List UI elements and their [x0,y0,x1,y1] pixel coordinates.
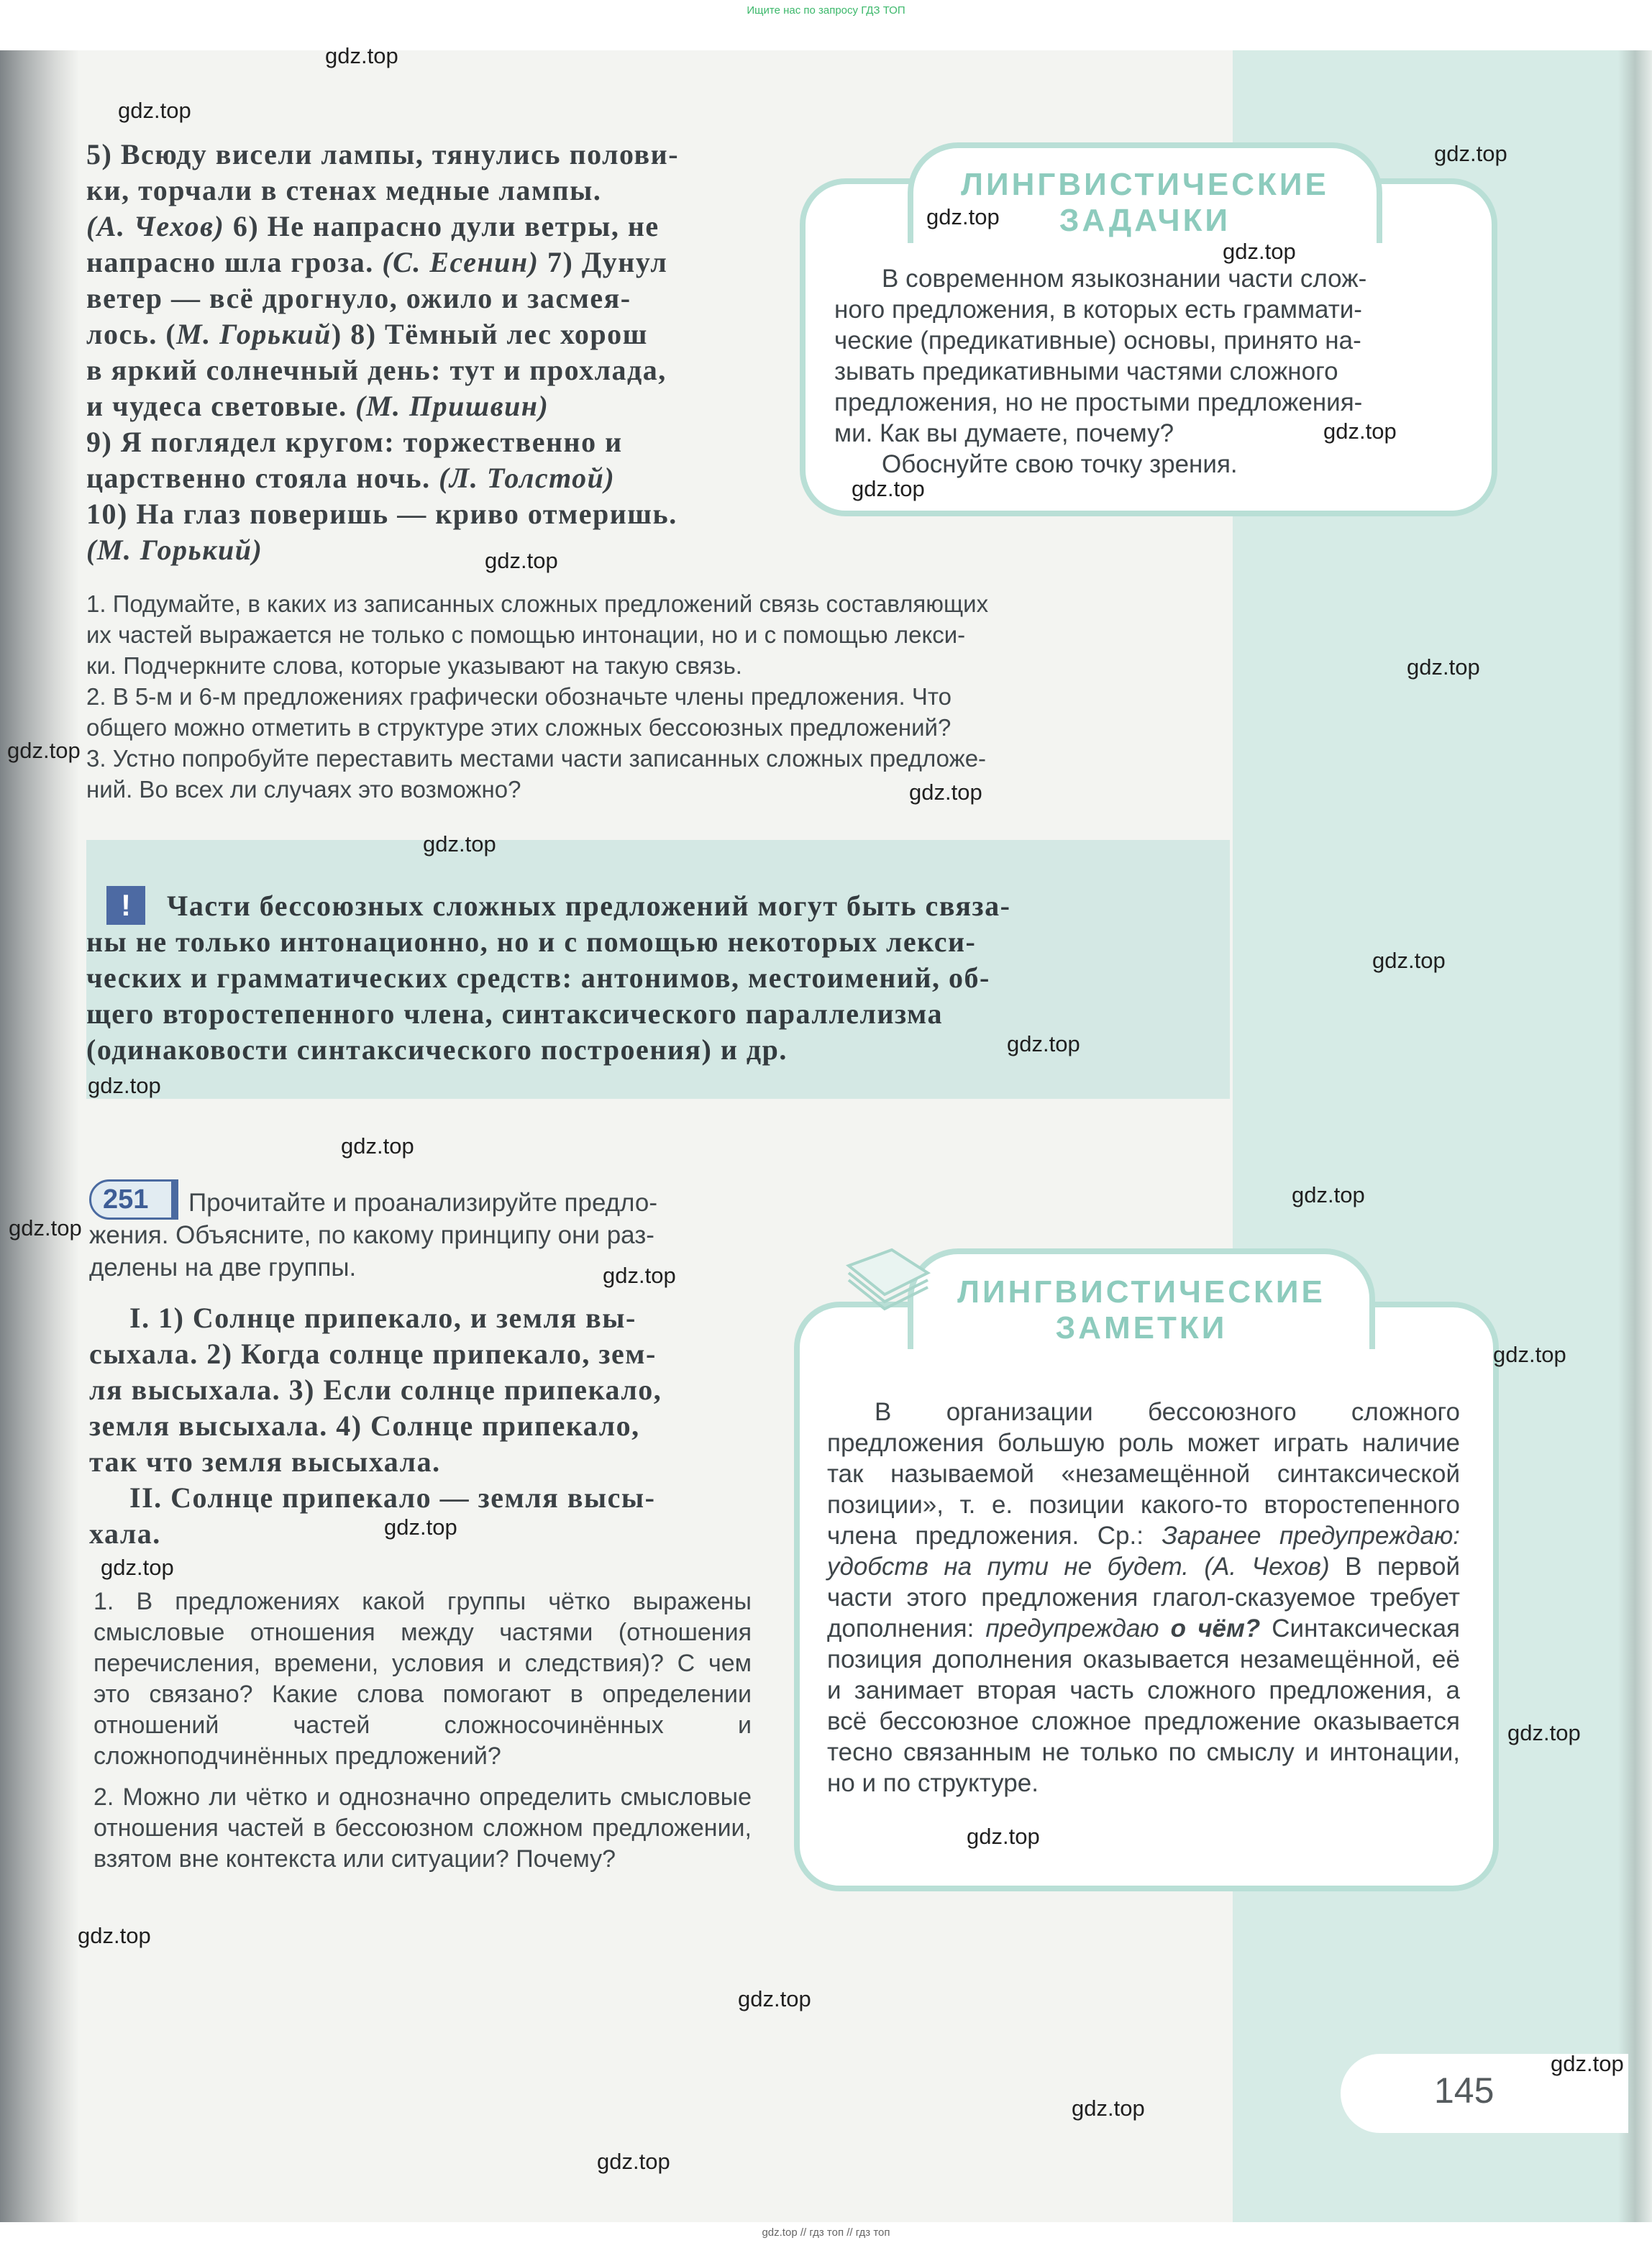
watermark: gdz.top [967,1824,1040,1849]
exercise-questions: 1. В предложениях какой группы чётко выражены смысловые отношения между частями (отношения перечисления, времени, условия и следствия)? С чем это связано? Какие слова помогают в определении отношений частей сложносочинённых и сложноподчинённых предложений? 2. Можно ли чётко и однозначно определить смысловые отношения частей в бессоюзном сложном предложении, взятом вне контекста или ситуации? Почему? [93,1588,752,1873]
page-number: 145 [1434,2070,1494,2111]
watermark: gdz.top [384,1515,457,1540]
text-line: 10) На глаз поверишь — криво отмеришь. [86,498,677,530]
text-line: (М. Горький) [86,534,263,566]
watermark: gdz.top [1493,1342,1566,1367]
watermark: gdz.top [1434,141,1507,166]
header-note: Ищите нас по запросу ГДЗ ТОП [747,4,905,17]
watermark: gdz.top [325,43,398,68]
text-line: 9) Я поглядел кругом: торжественно и [86,426,623,458]
rule-text: Части бессоюзных сложных предложений могут быть связа- ны не только интонационно, но и с помощью некоторых лекси- ческих и грамматических средств: антонимов, местоимений, об- щего второстепенного члена, синтаксического параллелизма (одинаковости синтаксического построения) и др. [86,890,1011,1066]
exercise-number-badge: 251 [89,1179,178,1220]
watermark: gdz.top [423,831,496,856]
watermark: gdz.top [926,204,1000,229]
exclamation-icon: ! [106,886,145,925]
watermark: gdz.top [485,548,558,573]
text-line: царственно стояла ночь. (Л. Толстой) [86,462,616,494]
card-title: ЛИНГВИСТИЧЕСКИЕ ЗАДАЧКИ [961,167,1329,238]
text-line: 5) Всюду висели лампы, тянулись полови- [86,138,680,170]
text-line: (А. Чехов) 6) Не напрасно дули ветры, не [86,210,660,242]
notepad-icon [841,1244,935,1316]
watermark: gdz.top [7,738,81,763]
watermark: gdz.top [118,98,191,123]
watermark: gdz.top [9,1215,82,1241]
watermark: gdz.top [1407,654,1480,680]
watermark: gdz.top [909,780,982,805]
watermark: gdz.top [1072,2096,1145,2121]
watermark: gdz.top [1223,239,1296,264]
text-line: ветер — всё дрогнуло, ожило и засмея- [86,282,631,314]
text-line: в яркий солнечный день: тут и прохлада, [86,354,667,386]
watermark: gdz.top [1292,1182,1365,1207]
text-line: напрасно шла гроза. (С. Есенин) 7) Дунул [86,246,668,278]
text-line: лось. (М. Горький) 8) Тёмный лес хорош [86,318,648,350]
watermark: gdz.top [101,1555,174,1580]
book-binding-shadow [0,50,79,2222]
exercise-text [86,137,762,568]
text-line: ки, торчали в стенах медные лампы. [86,174,602,206]
page-edge [1618,50,1652,2222]
questions-list: 1. Подумайте, в каких из записанных сложных предложений связь составляющих их частей выражается не только с помощью интонации, но и с помощью лекси- ки. Подчеркните слова, которые указывают на такую связь. 2. В 5-м и 6-м предложениях графически обозначьте члены предложения. Что общего можно отметить в структуре этих сложных бессоюзных предложений? 3. Устно попробуйте переставить местами части записанных сложных предложе- ний. Во всех ли случаях это возможно? [86,590,989,803]
watermark: gdz.top [1007,1031,1080,1056]
watermark: gdz.top [738,1986,811,2011]
watermark: gdz.top [1507,1720,1581,1745]
watermark: gdz.top [597,2149,670,2174]
card-title: ЛИНГВИСТИЧЕСКИЕ ЗАМЕТКИ [957,1274,1325,1346]
watermark: gdz.top [88,1073,161,1098]
exercise-sentences: I. 1) Солнце припекало, и земля вы- сыхала. 2) Когда солнце припекало, зем- ля высыхала. 3) Если солнце припекало, земля высыхала. 4) Солнце припекало, так что земля высыхала. II. Солнце припекало — земля высы- хала. [89,1302,662,1550]
card-body: В современном языкознании части слож- ного предложения, в которых есть граммати- ческие (предикативные) основы, принято на- зывать предикативными частями сложного предложения, но не простыми предложения- ми. Как вы думаете, почему? Обоснуйте свою точку зрения. [834,265,1367,478]
watermark: gdz.top [1551,2051,1624,2076]
watermark: gdz.top [603,1263,676,1288]
exercise-task: Прочитайте и проанализируйте предло- жения. Объясните, по какому принципу они раз- делены на две группы. [89,1189,657,1282]
watermark: gdz.top [852,476,925,501]
watermark: gdz.top [1323,419,1397,444]
text-line: и чудеса световые. (М. Пришвин) [86,390,549,422]
watermark: gdz.top [78,1923,151,1948]
watermark: gdz.top [1372,948,1446,973]
footer-note: gdz.top // гдз топ // гдз топ [762,2226,890,2239]
card-body: В организации бессоюзного сложного предложения большую роль может играть наличие так называемой «незамещённой синтаксической позиции», т. е. позиции какого-то второстепенного члена предложения. Ср.: Заранее предупреждаю: удобств на пути не будет. (А. Чехов) В первой части этого предложения глагол-сказуемое требует дополнения: предупреждаю о чём? Синтаксическая позиция дополнения оказывается незамещённой, её и занимает вторая часть сложного предложения, а всё бессоюзное сложное предложение оказывается тесно связанным не только по смыслу и интонации, но и по структуре. [827,1398,1460,1797]
watermark: gdz.top [341,1133,414,1159]
